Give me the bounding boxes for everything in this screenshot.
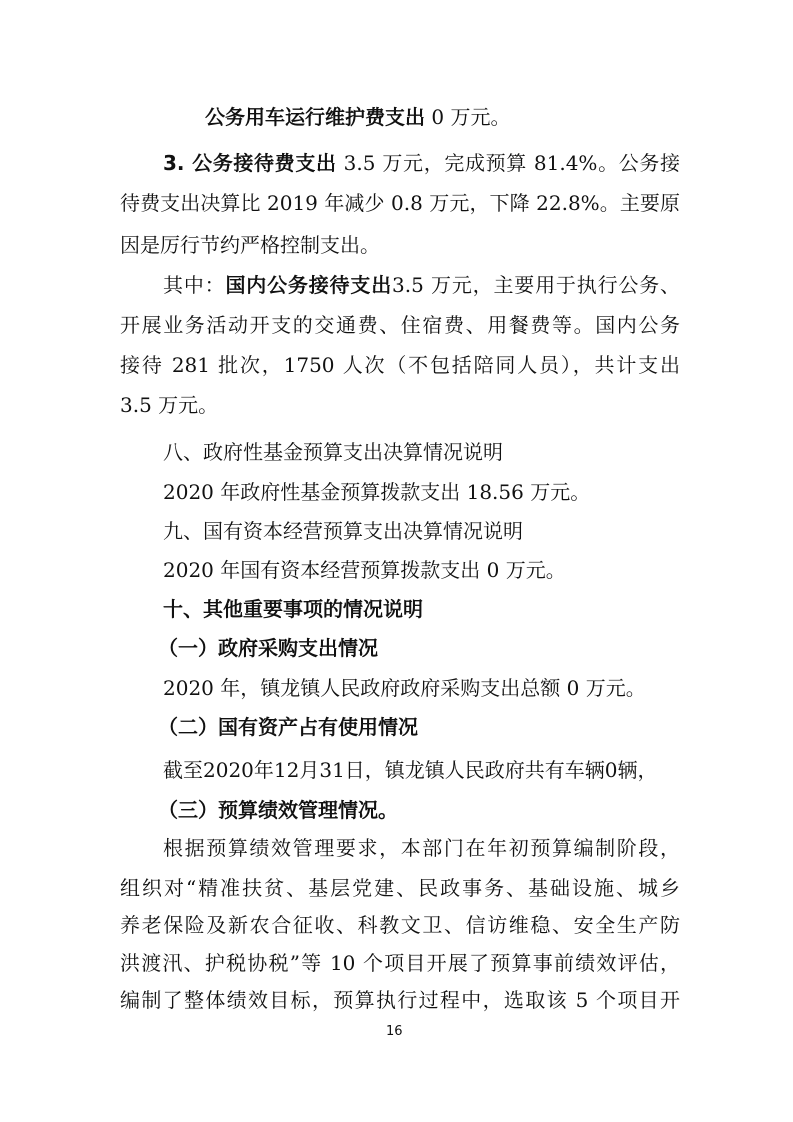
page-number: 16	[386, 1024, 403, 1039]
paragraph-line	[163, 272, 680, 298]
text: 3.5 万元，主要用于执行公务、	[392, 273, 681, 297]
paragraph-line: 根据预算绩效管理要求，本部门在年初预算编制阶段，	[163, 836, 680, 860]
text: 0 万元。	[425, 105, 511, 129]
paragraph-line: 3.5 万元。	[120, 393, 219, 417]
subsection-heading: （二）国有资产占有使用情况	[158, 715, 418, 739]
paragraph-line: 2020 年政府性基金预算拨款支出 18.56 万元。	[163, 480, 591, 504]
paragraph-line: 组织对“精准扶贫、基层党建、民政事务、基础设施、城乡	[120, 876, 680, 900]
text: 其中：	[163, 273, 226, 297]
paragraph-line: 因是厉行节约严格控制支出。	[120, 233, 380, 257]
paragraph-line: 2020 年，镇龙镇人民政府政府采购支出总额 0 万元。	[163, 676, 646, 700]
paragraph-line	[163, 150, 680, 176]
paragraph-line: 接待 281 批次，1750 人次（不包括陪同人员），共计支出	[120, 353, 680, 377]
text: 3.5 万元，完成预算 81.4%。公务接	[336, 151, 680, 175]
paragraph-line: 编制了整体绩效目标，预算执行过程中，选取该 5 个项目开	[120, 988, 680, 1012]
paragraph-line: 养老保险及新农合征收、科教文卫、信访维稳、安全生产防	[120, 913, 680, 937]
subsection-heading: （三）预算绩效管理情况。	[158, 798, 398, 822]
paragraph-line: 洪渡汛、护税协税”等 10 个项目开展了预算事前绩效评估，	[120, 951, 680, 975]
bold-heading: 公务用车运行维护费支出	[205, 105, 425, 129]
bold-heading: 国内公务接待支出	[225, 273, 393, 297]
paragraph-line: 2020 年国有资本经营预算拨款支出 0 万元。	[163, 558, 566, 582]
paragraph-line: 开展业务活动开支的交通费、住宿费、用餐费等。国内公务	[120, 313, 680, 337]
paragraph-line: 待费支出决算比 2019 年减少 0.8 万元，下降 22.8%。主要原	[120, 191, 680, 215]
paragraph-line	[205, 104, 765, 130]
paragraph-line: 截至2020年12月31日，镇龙镇人民政府共有车辆0辆，	[163, 758, 658, 782]
section-heading: 九、国有资本经营预算支出决算情况说明	[163, 519, 523, 543]
subsection-heading: （一）政府采购支出情况	[158, 636, 378, 660]
section-heading: 十、其他重要事项的情况说明	[163, 597, 423, 621]
section-heading: 八、政府性基金预算支出决算情况说明	[163, 440, 503, 464]
bold-heading: 3. 公务接待费支出	[163, 151, 337, 175]
